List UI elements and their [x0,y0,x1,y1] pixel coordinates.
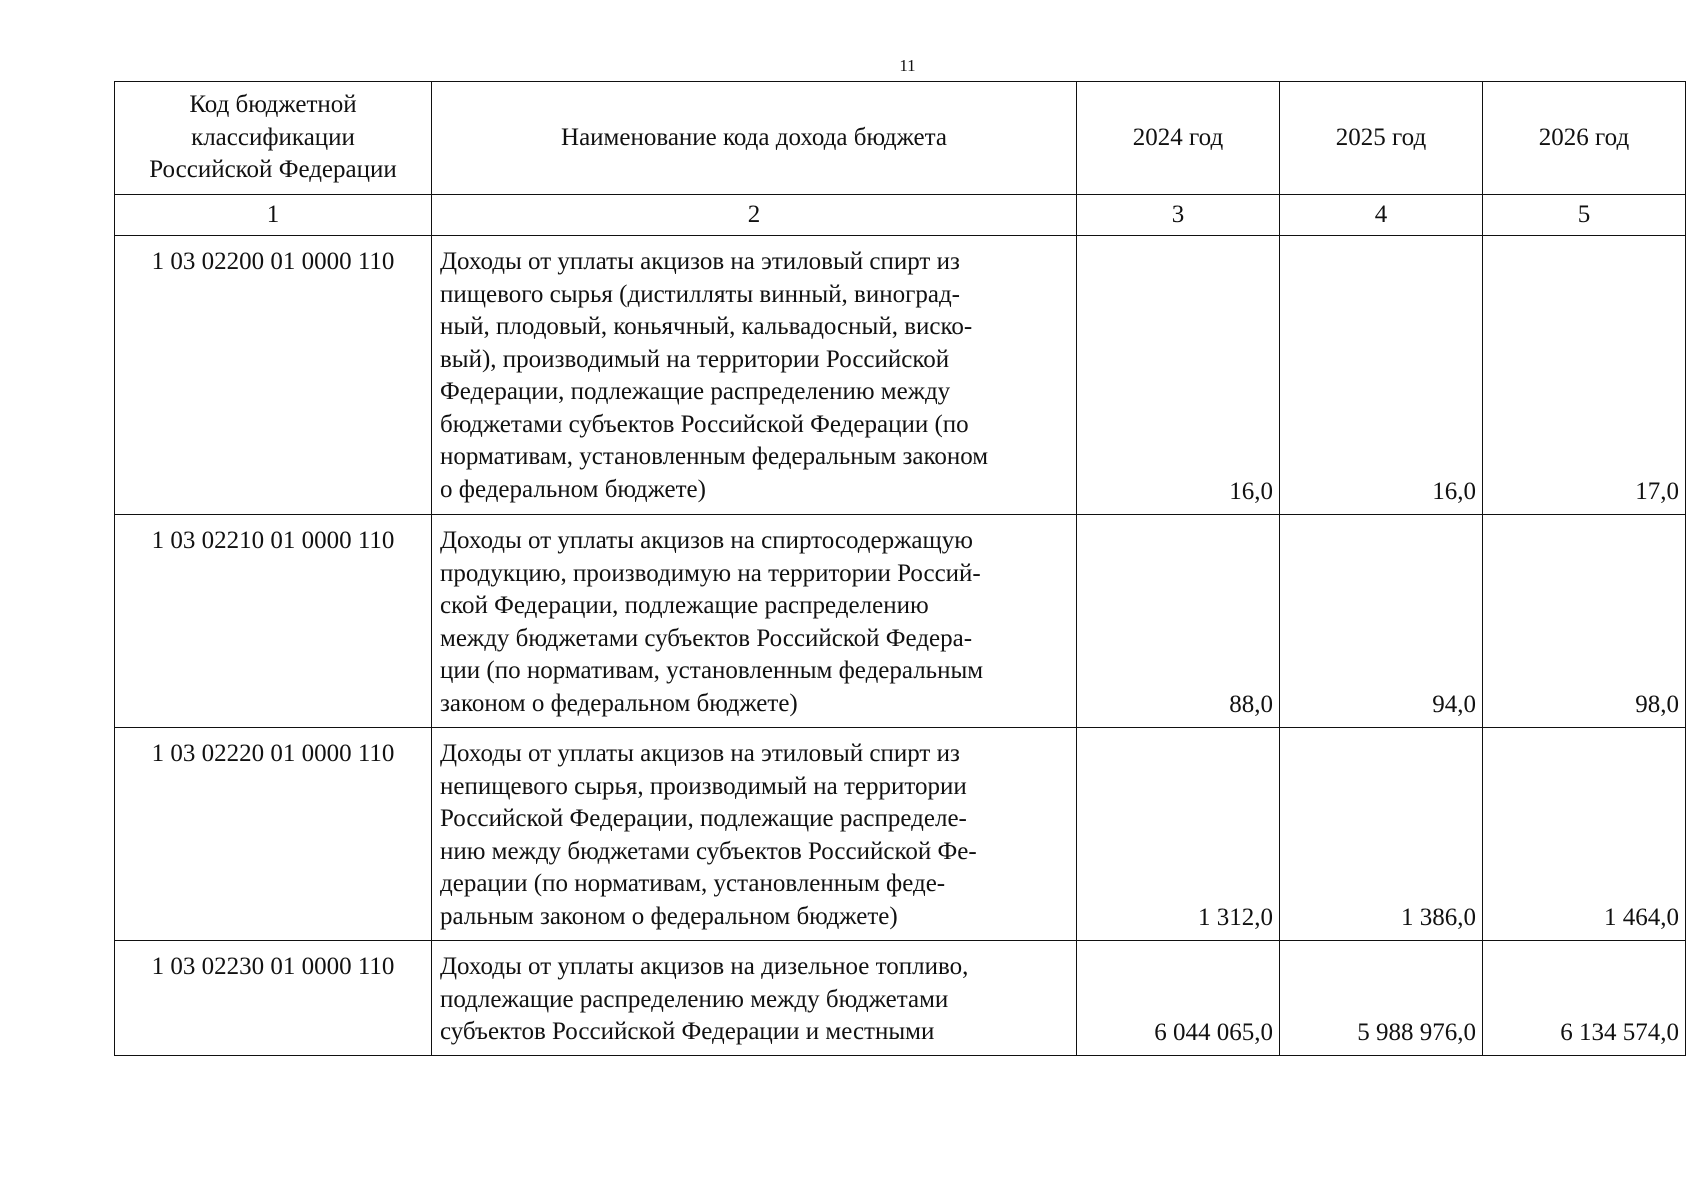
table-row [115,236,1686,515]
budget-code: 1 03 02210 01 0000 110 [115,515,432,728]
value-2026: 6 134 574,0 [1483,941,1686,1056]
budget-code: 1 03 02220 01 0000 110 [115,728,432,941]
value-2024: 16,0 [1077,236,1280,515]
value-2024: 1 312,0 [1077,728,1280,941]
revenue-name: Доходы от уплаты акцизов на дизельное топливо, подлежащие распределению между бюджетами субъектов Российской Федерации и местными [432,941,1077,1056]
value-2026: 98,0 [1483,515,1686,728]
header-2025: 2025 год [1280,82,1483,195]
header-row [115,82,1686,195]
budget-revenue-table [114,81,1686,1056]
revenue-name: Доходы от уплаты акцизов на этиловый спирт из пищевого сырья (дистилляты винный, виноград- ный, плодовый, коньячный, кальвадосный, виско- вый), производимый на территории Российской Федерации, подлежащие распределению между бюджетами субъектов Российской Федерации (по нормативам, установленным федеральным законом о федеральном бюджете) [432,236,1077,515]
revenue-name: Доходы от уплаты акцизов на этиловый спирт из непищевого сырья, производимый на территории Российской Федерации, подлежащие распределе- нию между бюджетами субъектов Российской Фе- дерации (по нормативам, установленным феде- ральным законом о федеральном бюджете) [432,728,1077,941]
header-code: Код бюджетной классификации Российской Федерации [115,82,432,195]
budget-code: 1 03 02200 01 0000 110 [115,236,432,515]
column-number: 2 [432,195,1077,236]
table-row [115,941,1686,1056]
value-2024: 6 044 065,0 [1077,941,1280,1056]
column-number-row [115,195,1686,236]
header-2024: 2024 год [1077,82,1280,195]
value-2026: 17,0 [1483,236,1686,515]
column-number: 5 [1483,195,1686,236]
column-number: 3 [1077,195,1280,236]
value-2025: 1 386,0 [1280,728,1483,941]
value-2024: 88,0 [1077,515,1280,728]
table-row [115,728,1686,941]
header-name: Наименование кода дохода бюджета [432,82,1077,195]
revenue-name: Доходы от уплаты акцизов на спиртосодержащую продукцию, производимую на территории Россий- ской Федерации, подлежащие распределению между бюджетами субъектов Российской Федера- ции (по нормативам, установленным федеральным законом о федеральном бюджете) [432,515,1077,728]
value-2025: 16,0 [1280,236,1483,515]
page-number: 11 [899,56,916,75]
header-2026: 2026 год [1483,82,1686,195]
column-number: 4 [1280,195,1483,236]
value-2025: 94,0 [1280,515,1483,728]
budget-code: 1 03 02230 01 0000 110 [115,941,432,1056]
table-row [115,515,1686,728]
value-2026: 1 464,0 [1483,728,1686,941]
column-number: 1 [115,195,432,236]
value-2025: 5 988 976,0 [1280,941,1483,1056]
